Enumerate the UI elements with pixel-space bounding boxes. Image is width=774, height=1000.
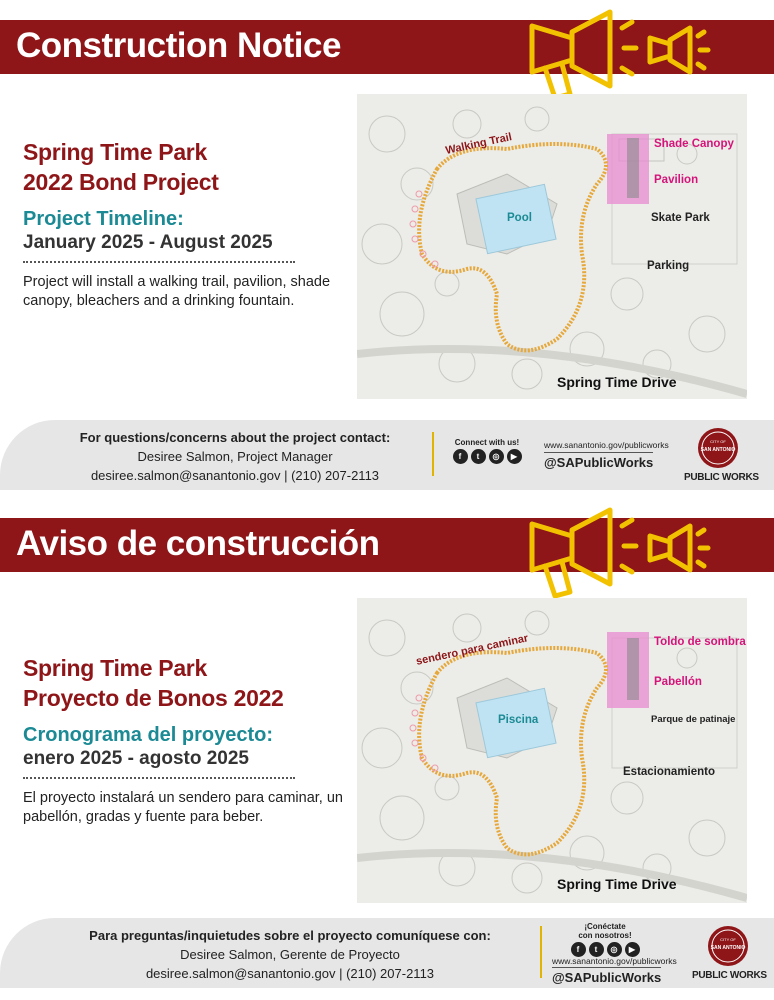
spanish-notice (0, 498, 774, 998)
website-link[interactable]: www.sanantonio.gov/publicworks (552, 956, 677, 966)
banner-title: Construction Notice (16, 26, 341, 65)
skate-park-label: Parque de patinaje (651, 714, 736, 725)
instagram-icon[interactable]: ◎ (489, 449, 504, 464)
connect-text: Connect with us! (454, 438, 520, 447)
pavilion-label: Pabellón (654, 676, 702, 688)
footer-divider (540, 926, 542, 978)
project-description: Project will install a walking trail, pavilion, shade canopy, bleachers and a drinking fountain. (23, 274, 331, 309)
pool-label: Piscina (498, 714, 539, 726)
timeline-dates: January 2025 - August 2025 (23, 232, 273, 253)
social-handle[interactable]: @SAPublicWorks (552, 967, 661, 985)
contact-block (60, 926, 520, 983)
connect-block (446, 438, 528, 464)
twitter-icon[interactable]: t (589, 942, 604, 957)
website-link[interactable]: www.sanantonio.gov/publicworks (544, 440, 669, 450)
seal-city-of: CITY OF (720, 937, 736, 942)
parking-label: Parking (647, 260, 690, 272)
contact-footer (0, 918, 774, 988)
contact-email-phone[interactable]: desiree.salmon@sanantonio.gov | (210) 207-2113 (90, 468, 380, 483)
contact-name: Desiree Salmon, Gerente de Proyecto (180, 947, 400, 962)
instagram-icon[interactable]: ◎ (607, 942, 622, 957)
park-name: Spring Time Park (23, 139, 207, 165)
connect-block (570, 922, 640, 957)
contact-email-phone[interactable]: desiree.salmon@sanantonio.gov | (210) 207-2113 (145, 966, 435, 981)
city-seal-icon (696, 426, 740, 470)
park-name: Spring Time Park (23, 655, 207, 681)
seal-city-name: SAN ANTONIO (700, 447, 736, 453)
dotted-divider (23, 261, 295, 263)
pavilion-label: Pavilion (654, 174, 699, 186)
dotted-divider (23, 777, 295, 779)
megaphone-icon (510, 496, 740, 608)
contact-footer (0, 420, 774, 490)
timeline-heading: Cronograma del proyecto: (23, 724, 274, 746)
bond-project: Proyecto de Bonos 2022 (23, 685, 284, 711)
site-map (357, 598, 747, 903)
shade-canopy-label: Shade Canopy (654, 138, 734, 150)
public-works-label: PUBLIC WORKS (684, 472, 759, 483)
timeline-dates: enero 2025 - agosto 2025 (23, 748, 249, 769)
pool-label: Pool (507, 212, 532, 224)
walking-trail-label: Walking Trail (444, 131, 513, 157)
social-icons (570, 942, 640, 957)
youtube-icon[interactable]: ▶ (507, 449, 522, 464)
footer-divider (432, 432, 434, 476)
project-info (23, 137, 343, 311)
social-icons (446, 449, 528, 464)
timeline-heading: Project Timeline: (23, 208, 184, 230)
seal-city-of: CITY OF (710, 439, 726, 444)
walking-trail-label: sendero para caminar (415, 632, 530, 668)
contact-heading: Para preguntas/inquietudes sobre el proyecto comuníquese con: (89, 928, 491, 943)
banner-title: Aviso de construcción (16, 524, 380, 563)
contact-block (60, 428, 410, 485)
city-seal-icon (706, 924, 750, 968)
facebook-icon[interactable]: f (571, 942, 586, 957)
contact-heading: For questions/concerns about the project contact: (79, 430, 391, 445)
drive-label: Spring Time Drive (557, 876, 677, 892)
parking-label: Estacionamiento (623, 766, 716, 778)
social-handle[interactable]: @SAPublicWorks (544, 452, 653, 470)
drive-label: Spring Time Drive (557, 374, 677, 390)
public-works-label: PUBLIC WORKS (692, 970, 767, 981)
seal-city-name: SAN ANTONIO (710, 945, 746, 951)
shade-canopy-label: Toldo de sombra (654, 636, 746, 648)
site-map (357, 94, 747, 399)
connect-text-line1: ¡Conéctate (584, 922, 626, 931)
youtube-icon[interactable]: ▶ (625, 942, 640, 957)
bond-project: 2022 Bond Project (23, 169, 219, 195)
skate-park-label: Skate Park (651, 212, 710, 224)
project-description: El proyecto instalará un sendero para caminar, un pabellón, gradas y fuente para beber. (23, 790, 343, 825)
connect-text-line2: con nosotros! (578, 931, 632, 940)
facebook-icon[interactable]: f (453, 449, 468, 464)
contact-name: Desiree Salmon, Project Manager (137, 449, 333, 464)
twitter-icon[interactable]: t (471, 449, 486, 464)
project-info (23, 653, 343, 827)
